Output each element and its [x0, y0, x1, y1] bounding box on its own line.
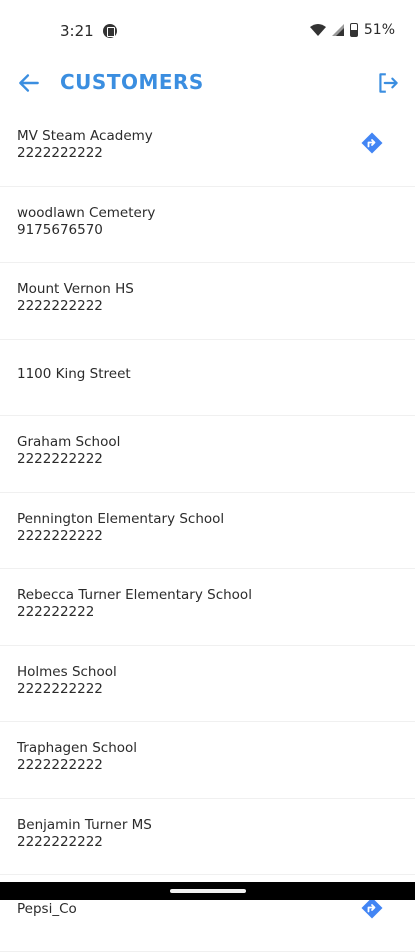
customer-name: Benjamin Turner MS: [17, 816, 152, 833]
customer-name: 1100 King Street: [17, 365, 131, 382]
customer-phone: 9175676570: [17, 221, 103, 238]
navigation-bar: [0, 882, 415, 900]
list-item[interactable]: [0, 722, 415, 799]
battery-icon: [350, 23, 358, 37]
logout-icon[interactable]: [375, 70, 401, 96]
list-item[interactable]: [0, 263, 415, 340]
customer-phone: 2222222222: [17, 527, 103, 544]
list-item[interactable]: [0, 799, 415, 876]
customer-name: Graham School: [17, 434, 121, 450]
status-bar: [0, 0, 415, 62]
customer-name: Holmes School: [17, 663, 117, 680]
customer-phone: 2222222222: [17, 298, 103, 314]
customer-name: Rebecca Turner Elementary School: [17, 587, 252, 603]
battery-percent: 51%: [363, 22, 395, 38]
list-item[interactable]: [0, 110, 415, 187]
status-indicators: [310, 22, 395, 38]
list-item[interactable]: [0, 569, 415, 646]
list-item[interactable]: [0, 416, 415, 493]
customer-name: Pepsi_Co: [17, 901, 77, 917]
wifi-icon: [310, 24, 326, 36]
list-item[interactable]: [0, 340, 415, 417]
page-title: CUSTOMERS: [60, 70, 204, 94]
customer-name: Traphagen School: [17, 740, 138, 756]
notification-icon: [103, 24, 117, 38]
status-time: 3:21: [60, 22, 94, 40]
customer-phone: 2222222222: [17, 833, 103, 850]
home-indicator[interactable]: [170, 889, 246, 893]
signal-icon: [332, 24, 344, 36]
customer-name: woodlawn Cemetery: [17, 204, 156, 221]
customer-phone: 2222222222: [17, 757, 103, 773]
list-item[interactable]: [0, 646, 415, 723]
customer-phone: 2222222222: [17, 451, 103, 467]
customer-name: MV Steam Academy: [17, 128, 153, 144]
directions-icon[interactable]: [360, 131, 384, 155]
customer-phone: 2222222222: [17, 680, 103, 697]
customer-phone: 2222222222: [17, 145, 103, 161]
list-item[interactable]: [0, 187, 415, 264]
customer-name: Mount Vernon HS: [17, 281, 134, 297]
customer-name: Pennington Elementary School: [17, 510, 225, 527]
back-arrow-icon[interactable]: [16, 70, 42, 96]
app-bar: [0, 62, 415, 102]
customer-list[interactable]: [0, 110, 415, 917]
list-item[interactable]: [0, 493, 415, 570]
customer-phone: 222222222: [17, 604, 95, 620]
